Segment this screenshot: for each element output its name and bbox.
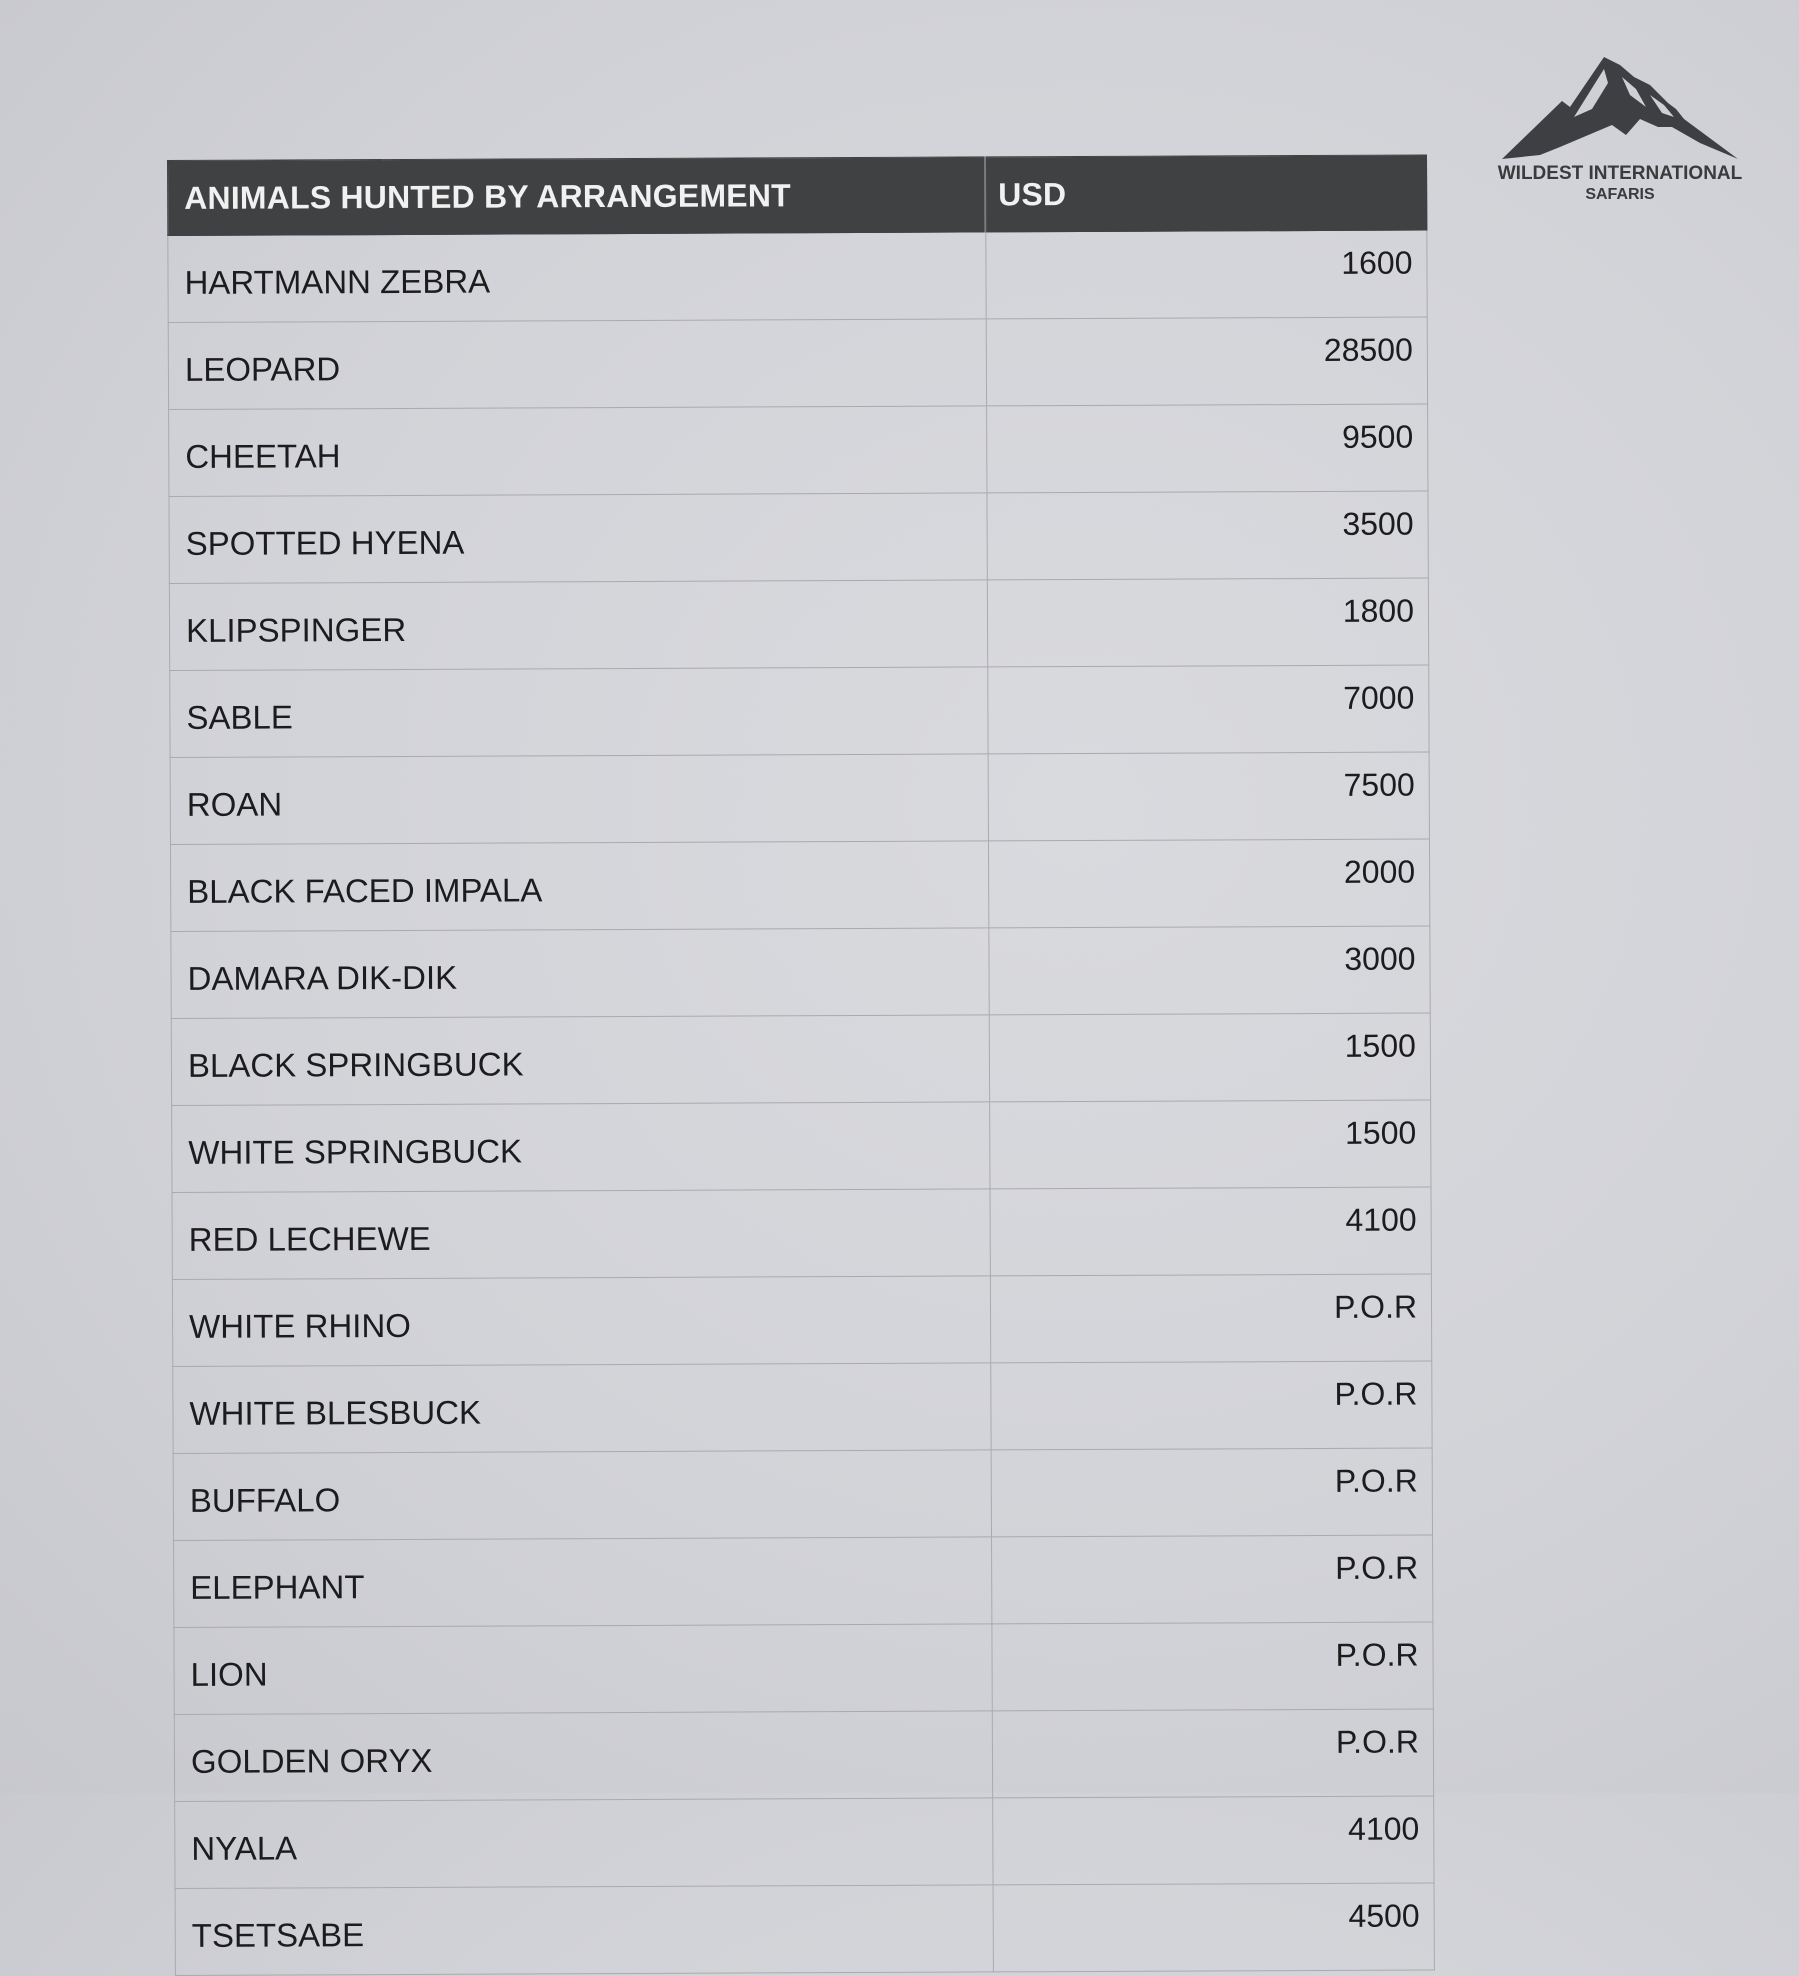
animal-name-cell: WHITE RHINO (172, 1276, 990, 1367)
animal-name-cell: KLIPSPINGER (169, 580, 987, 671)
price-cell: P.O.R (991, 1448, 1433, 1537)
price-cell: P.O.R (991, 1622, 1433, 1711)
animal-name-cell: RED LECHEWE (172, 1189, 990, 1280)
price-cell: P.O.R (990, 1361, 1432, 1450)
table-header-row (168, 155, 1427, 235)
price-cell: 9500 (986, 404, 1428, 493)
price-table (167, 155, 1435, 1976)
price-cell: 4100 (992, 1796, 1434, 1885)
animal-name-cell: WHITE SPRINGBUCK (172, 1102, 990, 1193)
animal-name-cell: ELEPHANT (174, 1537, 992, 1628)
company-logo (1480, 55, 1760, 235)
table-row (170, 839, 1429, 931)
price-cell: 7000 (987, 665, 1429, 754)
animal-name-cell: LEOPARD (168, 319, 986, 410)
animal-name-cell: HARTMANN ZEBRA (168, 232, 986, 323)
animal-name-cell: GOLDEN ORYX (174, 1711, 992, 1802)
table-row (168, 317, 1427, 409)
table-body (168, 230, 1435, 1975)
table-row (174, 1709, 1433, 1801)
animal-name-cell: LION (174, 1624, 992, 1715)
price-cell: 28500 (986, 317, 1428, 406)
table-row (175, 1883, 1434, 1975)
table-row (169, 491, 1428, 583)
animal-name-cell: BLACK FACED IMPALA (170, 841, 988, 932)
table-row (173, 1361, 1432, 1453)
animal-name-cell: DAMARA DIK-DIK (171, 928, 989, 1019)
price-cell: 7500 (988, 752, 1430, 841)
logo-text-line1: WILDEST INTERNATIONAL (1497, 163, 1743, 184)
animal-name-cell: SABLE (170, 667, 988, 758)
animal-name-cell: NYALA (175, 1798, 993, 1889)
price-cell: P.O.R (992, 1709, 1434, 1798)
table-row (174, 1622, 1433, 1714)
table-row (168, 230, 1427, 322)
table-row (170, 752, 1429, 844)
table-row (172, 1274, 1431, 1366)
header-usd: USD (985, 155, 1427, 232)
price-cell: 4100 (989, 1187, 1431, 1276)
animal-name-cell: CHEETAH (169, 406, 987, 497)
price-cell: 1800 (987, 578, 1429, 667)
price-cell: 1600 (985, 230, 1427, 319)
price-cell: 1500 (989, 1100, 1431, 1189)
table-row (171, 926, 1430, 1018)
price-cell: 2000 (988, 839, 1430, 928)
logo-text-line2: SAFARIS (1585, 186, 1655, 203)
animal-name-cell: SPOTTED HYENA (169, 493, 987, 584)
price-cell: 4500 (993, 1883, 1435, 1972)
animal-name-cell: BLACK SPRINGBUCK (171, 1015, 989, 1106)
header-animals: ANIMALS HUNTED BY ARRANGEMENT (168, 157, 986, 236)
table-row (169, 578, 1428, 670)
table-row (174, 1535, 1433, 1627)
animal-name-cell: WHITE BLESBUCK (173, 1363, 991, 1454)
table-row (171, 1013, 1430, 1105)
table-row (175, 1796, 1434, 1888)
table-row (169, 404, 1428, 496)
animal-name-cell: ROAN (170, 754, 988, 845)
animal-name-cell: BUFFALO (173, 1450, 991, 1541)
table-row (172, 1187, 1431, 1279)
mountain-icon (1500, 55, 1740, 161)
table-row (173, 1448, 1432, 1540)
price-cell: P.O.R (990, 1274, 1432, 1363)
price-cell: 3500 (986, 491, 1428, 580)
table-row (172, 1100, 1431, 1192)
animal-name-cell: TSETSABE (175, 1885, 993, 1976)
price-cell: 1500 (989, 1013, 1431, 1102)
price-cell: 3000 (988, 926, 1430, 1015)
price-cell: P.O.R (991, 1535, 1433, 1624)
table-row (170, 665, 1429, 757)
